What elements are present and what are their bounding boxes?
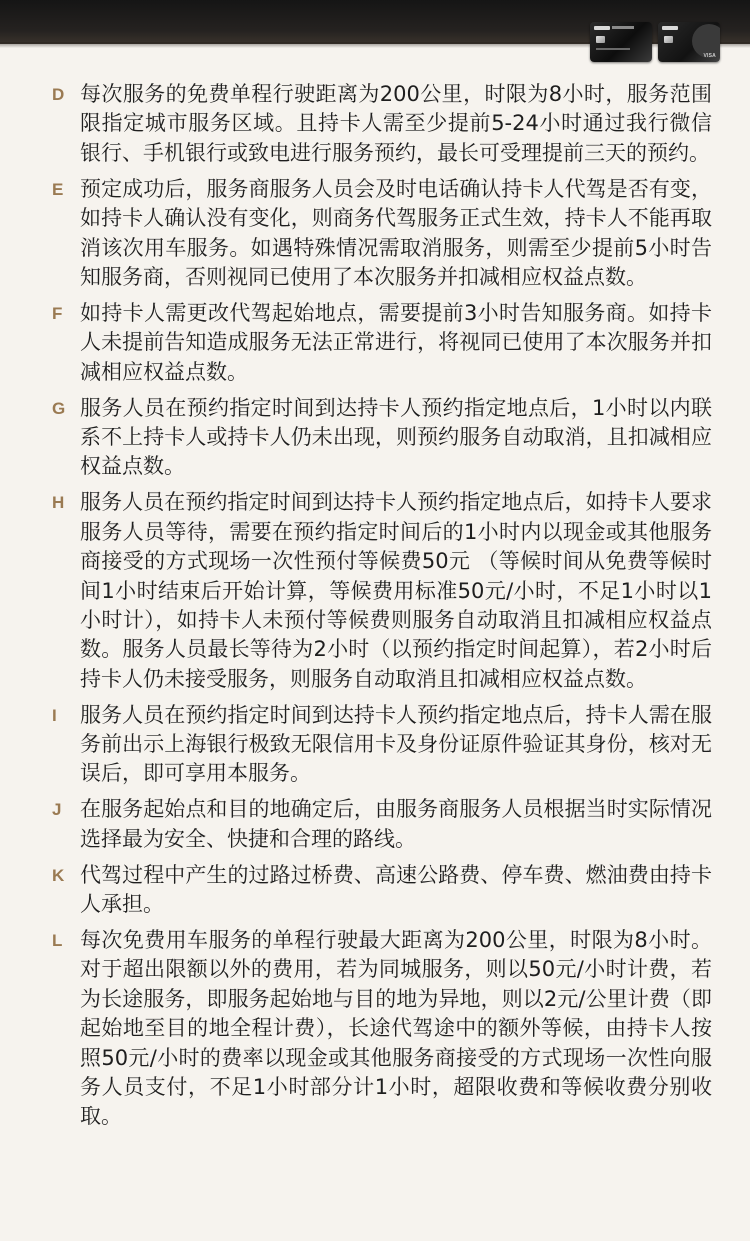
item-text: 服务人员在预约指定时间到达持卡人预约指定地点后，1小时以内联系不上持卡人或持卡人仍未出现，则预约服务自动取消，且扣减相应权益点数。 [80,395,712,479]
item-letter: G [52,398,66,418]
terms-item-i [52,701,712,789]
item-letter: F [52,303,63,323]
terms-item-g [52,394,712,482]
item-letter: H [52,493,65,513]
item-letter: K [52,865,65,885]
card-network-label: VISA [703,53,716,59]
card-chip-icon [664,36,673,43]
item-text: 每次服务的免费单程行驶距离为200公里，时限为8小时，服务范围限指定城市服务区域。且持卡人需至少提前5-24小时通过我行微信银行、手机银行或致电进行服务预约，最长可受理提前三天的预约。 [80,82,712,165]
item-text: 服务人员在预约指定时间到达持卡人预约指定地点后，如持卡人要求服务人员等待，需要在预约指定时间后的1小时内以现金或其他服务商接受的方式现场一次性预付等候费50元 （等候时间从免费等候时间1小时结束后开始计算，等候费用标准50元/小时，不足1小时以1小时计），如持卡人未预付等候费则服务自动取消且扣减相应权益点数。服务人员最长等待为2小时（以预约指定时间起算），若2小时后持卡人仍未接受服务，则服务自动取消且扣减相应权益点数。 [80,490,712,691]
item-text: 预定成功后，服务商服务人员会及时电话确认持卡人代驾是否有变，如持卡人确认没有变化，则商务代驾服务正式生效，持卡人不能再取消该次用车服务。如遇特殊情况需取消服务，则需至少提前5小时告知服务商，否则视同已使用了本次服务并扣减相应权益点数。 [80,176,712,289]
credit-card-image-1 [590,22,652,62]
bank-logo-icon [594,26,610,30]
terms-item-h [52,488,712,694]
terms-item-j [52,795,712,854]
item-letter: L [52,930,63,950]
item-text: 如持卡人需更改代驾起始地点，需要提前3小时告知服务商。如持卡人未提前告知造成服务无法正常进行，将视同已使用了本次服务并扣减相应权益点数。 [80,300,712,384]
terms-item-d [52,80,712,168]
item-text: 服务人员在预约指定时间到达持卡人预约指定地点后，持卡人需在服务前出示上海银行极致无限信用卡及身份证原件验证其身份，核对无误后，即可享用本服务。 [80,702,712,786]
terms-item-f [52,299,712,387]
card-chip-icon [596,36,605,43]
item-letter: D [52,85,65,104]
item-letter: I [52,705,57,725]
item-text: 每次免费用车服务的单程行驶最大距离为200公里，时限为8小时。对于超出限额以外的费用，若为同城服务，则以50元/小时计费，若为长途服务，即服务起始地与目的地为异地，则以2元/公里计费（即起始地至目的地全程计费），长途代驾途中的额外等候，由持卡人按照50元/小时的费率以现金或其他服务商接受的方式现场一次性向服务人员支付，不足1小时部分计1小时，超限收费和等候收费分别收取。 [80,927,712,1129]
credit-card-image-2 [658,22,720,62]
terms-item-k [52,861,712,920]
item-text: 代驾过程中产生的过路过桥费、高速公路费、停车费、燃油费由持卡人承担。 [80,862,712,917]
bank-logo-icon [662,26,678,30]
item-text: 在服务起始点和目的地确定后，由服务商服务人员根据当时实际情况选择最为安全、快捷和合理的路线。 [80,797,712,851]
terms-list [52,80,712,1138]
item-letter: J [52,800,62,820]
item-letter: E [52,179,64,199]
terms-item-e [52,175,712,293]
terms-item-l [52,926,712,1132]
